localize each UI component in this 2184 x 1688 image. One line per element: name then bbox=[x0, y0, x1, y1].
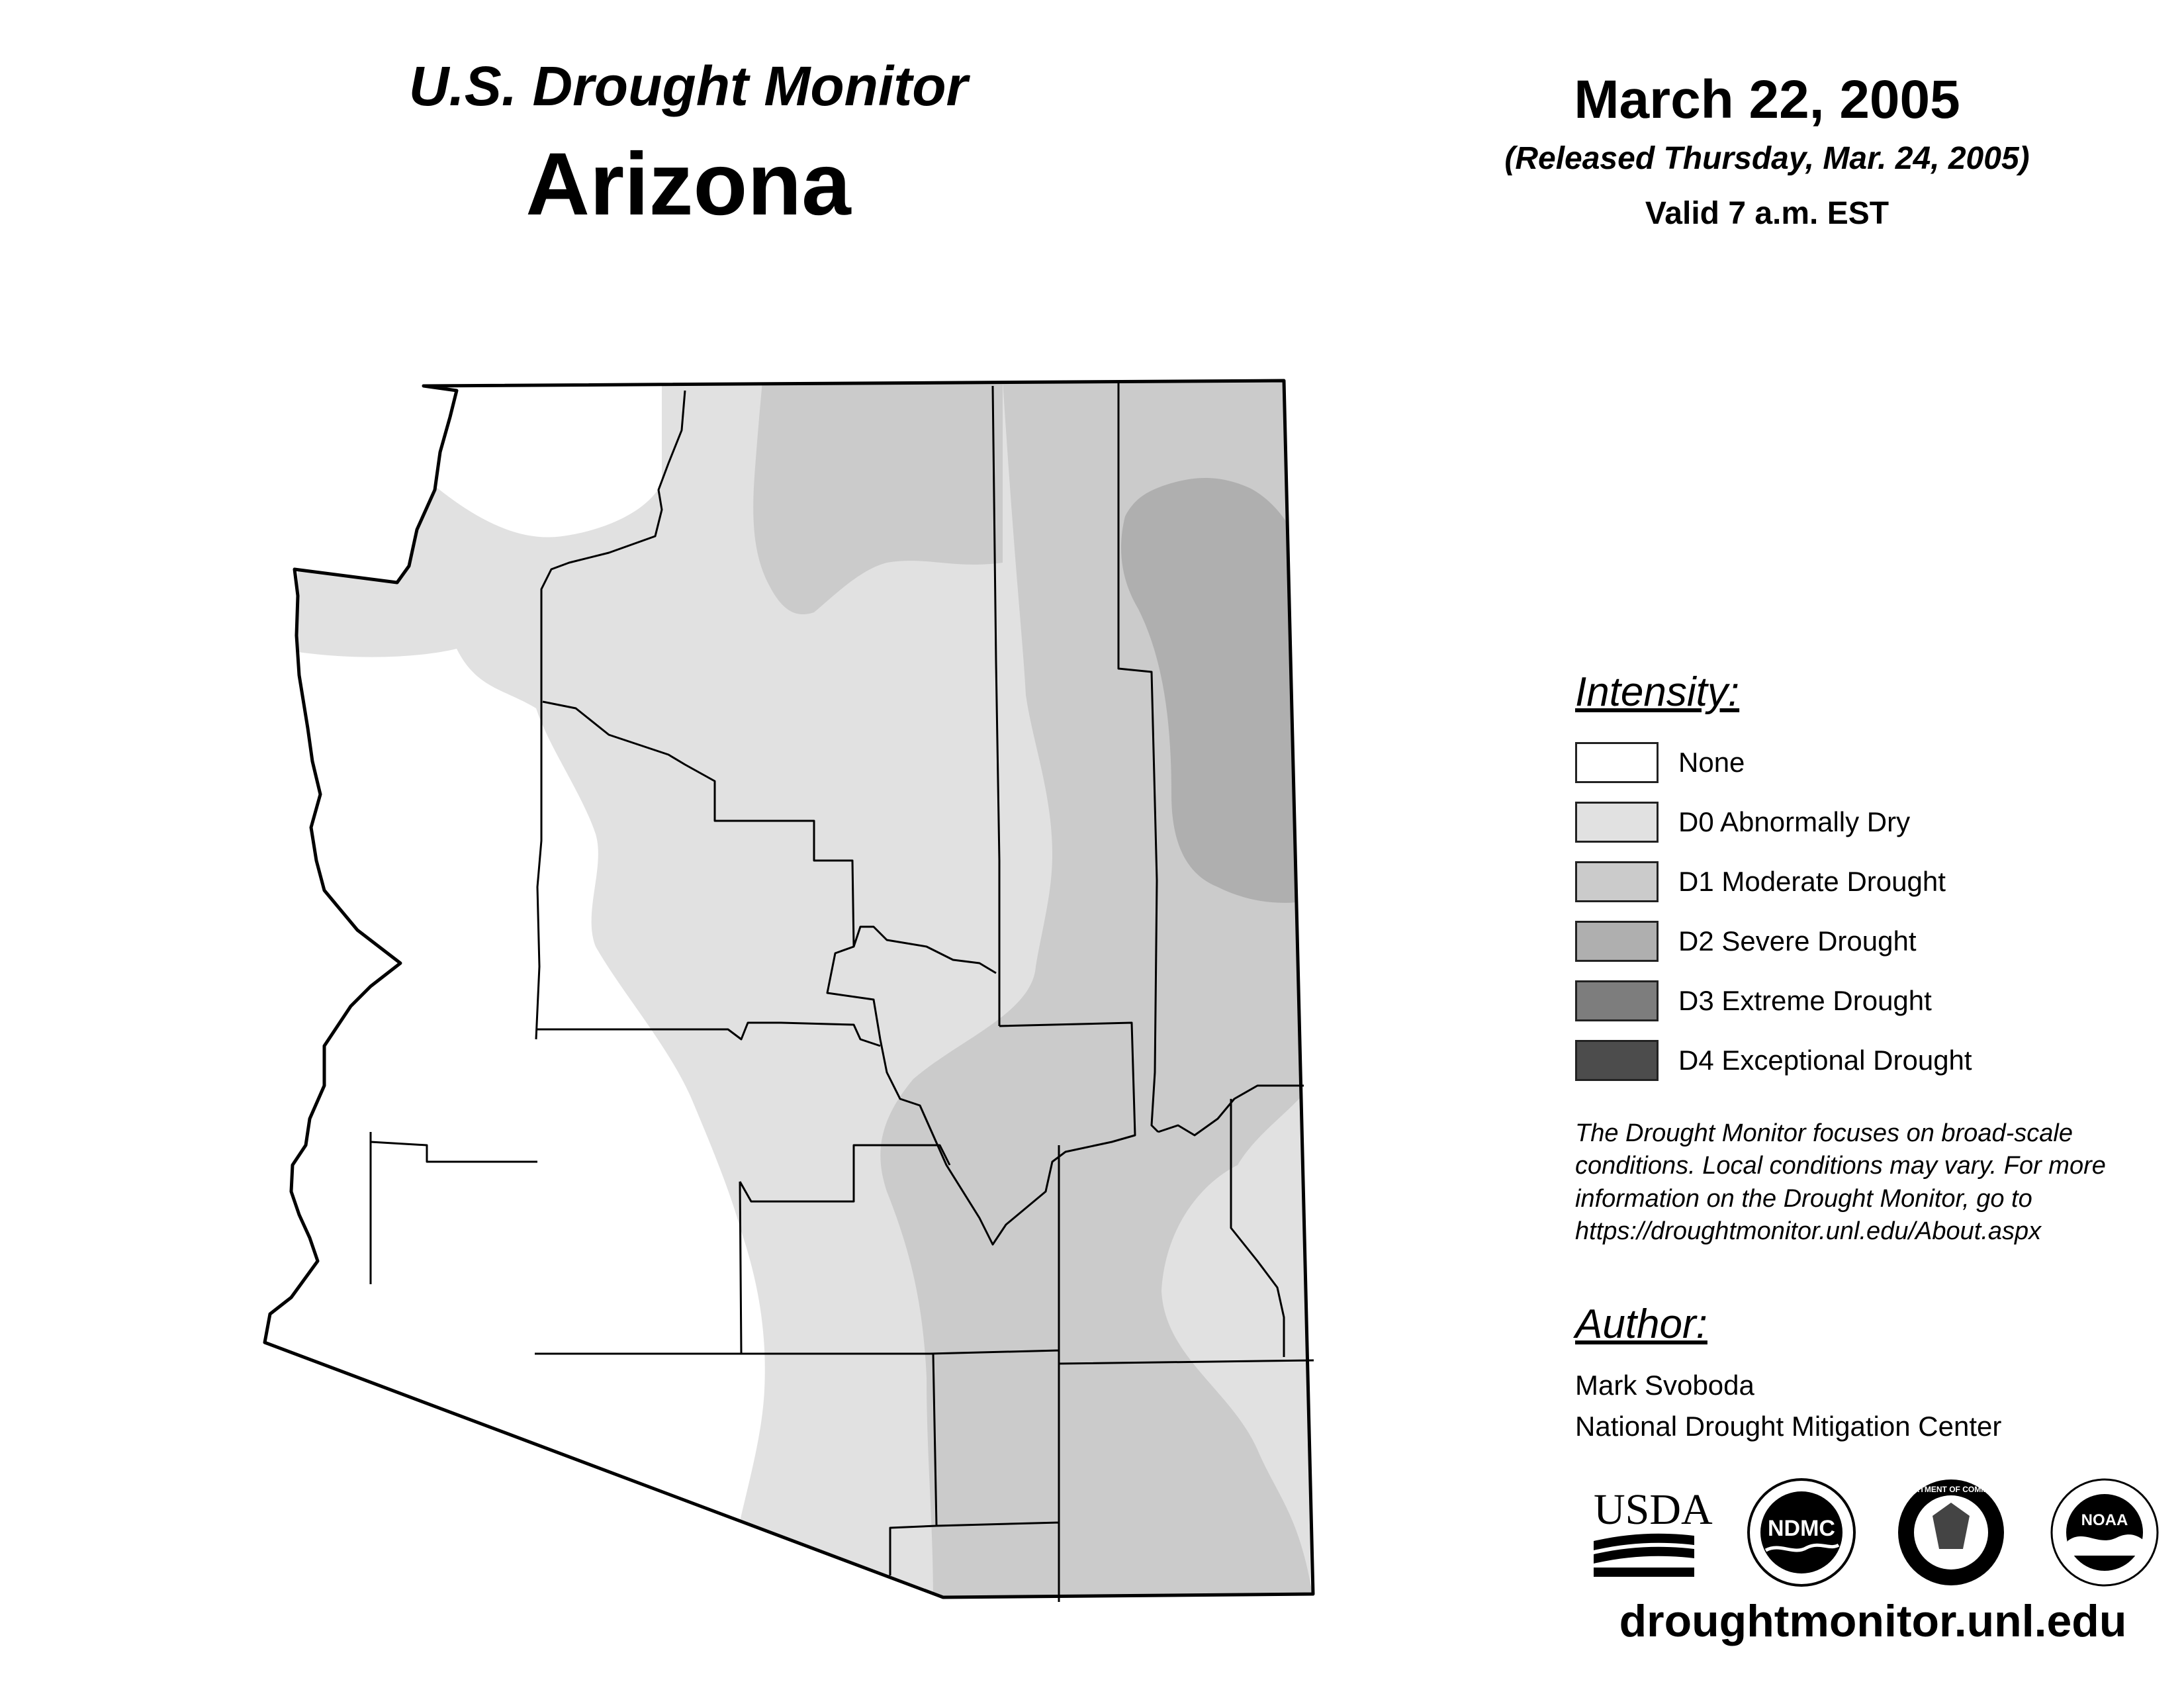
legend-item bbox=[1575, 971, 2171, 1031]
release-date: (Released Thursday, Mar. 24, 2005) bbox=[1504, 141, 2030, 177]
legend-label: D3 Extreme Drought bbox=[1678, 985, 1932, 1016]
legend-item bbox=[1575, 733, 2171, 792]
legend-swatch bbox=[1575, 1040, 1659, 1081]
arizona-drought-map bbox=[251, 371, 1337, 1615]
author-heading: Author: bbox=[1575, 1301, 1707, 1347]
author-org: National Drought Mitigation Center bbox=[1575, 1411, 2002, 1442]
ndmc-logo bbox=[1749, 1479, 1854, 1585]
valid-time: Valid 7 a.m. EST bbox=[1645, 196, 1889, 232]
legend-item bbox=[1575, 1031, 2171, 1090]
usda-logo bbox=[1594, 1485, 1713, 1577]
legend-label: D0 Abnormally Dry bbox=[1678, 806, 1911, 837]
agency-logos bbox=[1588, 1476, 2171, 1589]
commerce-seal bbox=[1892, 1479, 2009, 1585]
legend bbox=[1575, 669, 2171, 1090]
author-block bbox=[1575, 1301, 2001, 1447]
legend-item bbox=[1575, 912, 2171, 971]
legend-swatch bbox=[1575, 742, 1659, 783]
legend-label: D2 Severe Drought bbox=[1678, 925, 1917, 957]
noaa-wordmark: NOAA bbox=[2081, 1511, 2128, 1529]
map-title: Arizona bbox=[525, 134, 851, 234]
commerce-seal-text: DEPARTMENT OF COMMERCE bbox=[1892, 1485, 2010, 1494]
date-block bbox=[1456, 68, 2078, 232]
legend-swatch bbox=[1575, 861, 1659, 902]
ndmc-wordmark: NDMC bbox=[1768, 1516, 1835, 1541]
legend-label: D4 Exceptional Drought bbox=[1678, 1045, 1972, 1076]
map-subtitle: U.S. Drought Monitor bbox=[408, 55, 968, 117]
legend-heading: Intensity: bbox=[1575, 669, 1740, 715]
title-block bbox=[344, 53, 1032, 238]
legend-item bbox=[1575, 792, 2171, 852]
legend-item bbox=[1575, 852, 2171, 912]
noaa-logo bbox=[2052, 1479, 2158, 1585]
legend-label: None bbox=[1678, 747, 1745, 778]
legend-swatch bbox=[1575, 802, 1659, 843]
legend-label: D1 Moderate Drought bbox=[1678, 866, 1946, 897]
disclaimer-note: The Drought Monitor focuses on broad-scale conditions. Local conditions may vary. For more information on the Drought Monitor, go to https://droughtmonitor.unl.edu/About.aspx bbox=[1575, 1119, 2106, 1246]
drought-shading bbox=[251, 371, 1337, 1615]
map-date: March 22, 2005 bbox=[1574, 70, 1960, 130]
author-name: Mark Svoboda bbox=[1575, 1370, 1754, 1401]
website-url[interactable]: droughtmonitor.unl.edu bbox=[1619, 1596, 2127, 1646]
legend-swatch bbox=[1575, 921, 1659, 962]
usda-wordmark: USDA bbox=[1594, 1485, 1713, 1534]
legend-swatch bbox=[1575, 980, 1659, 1021]
